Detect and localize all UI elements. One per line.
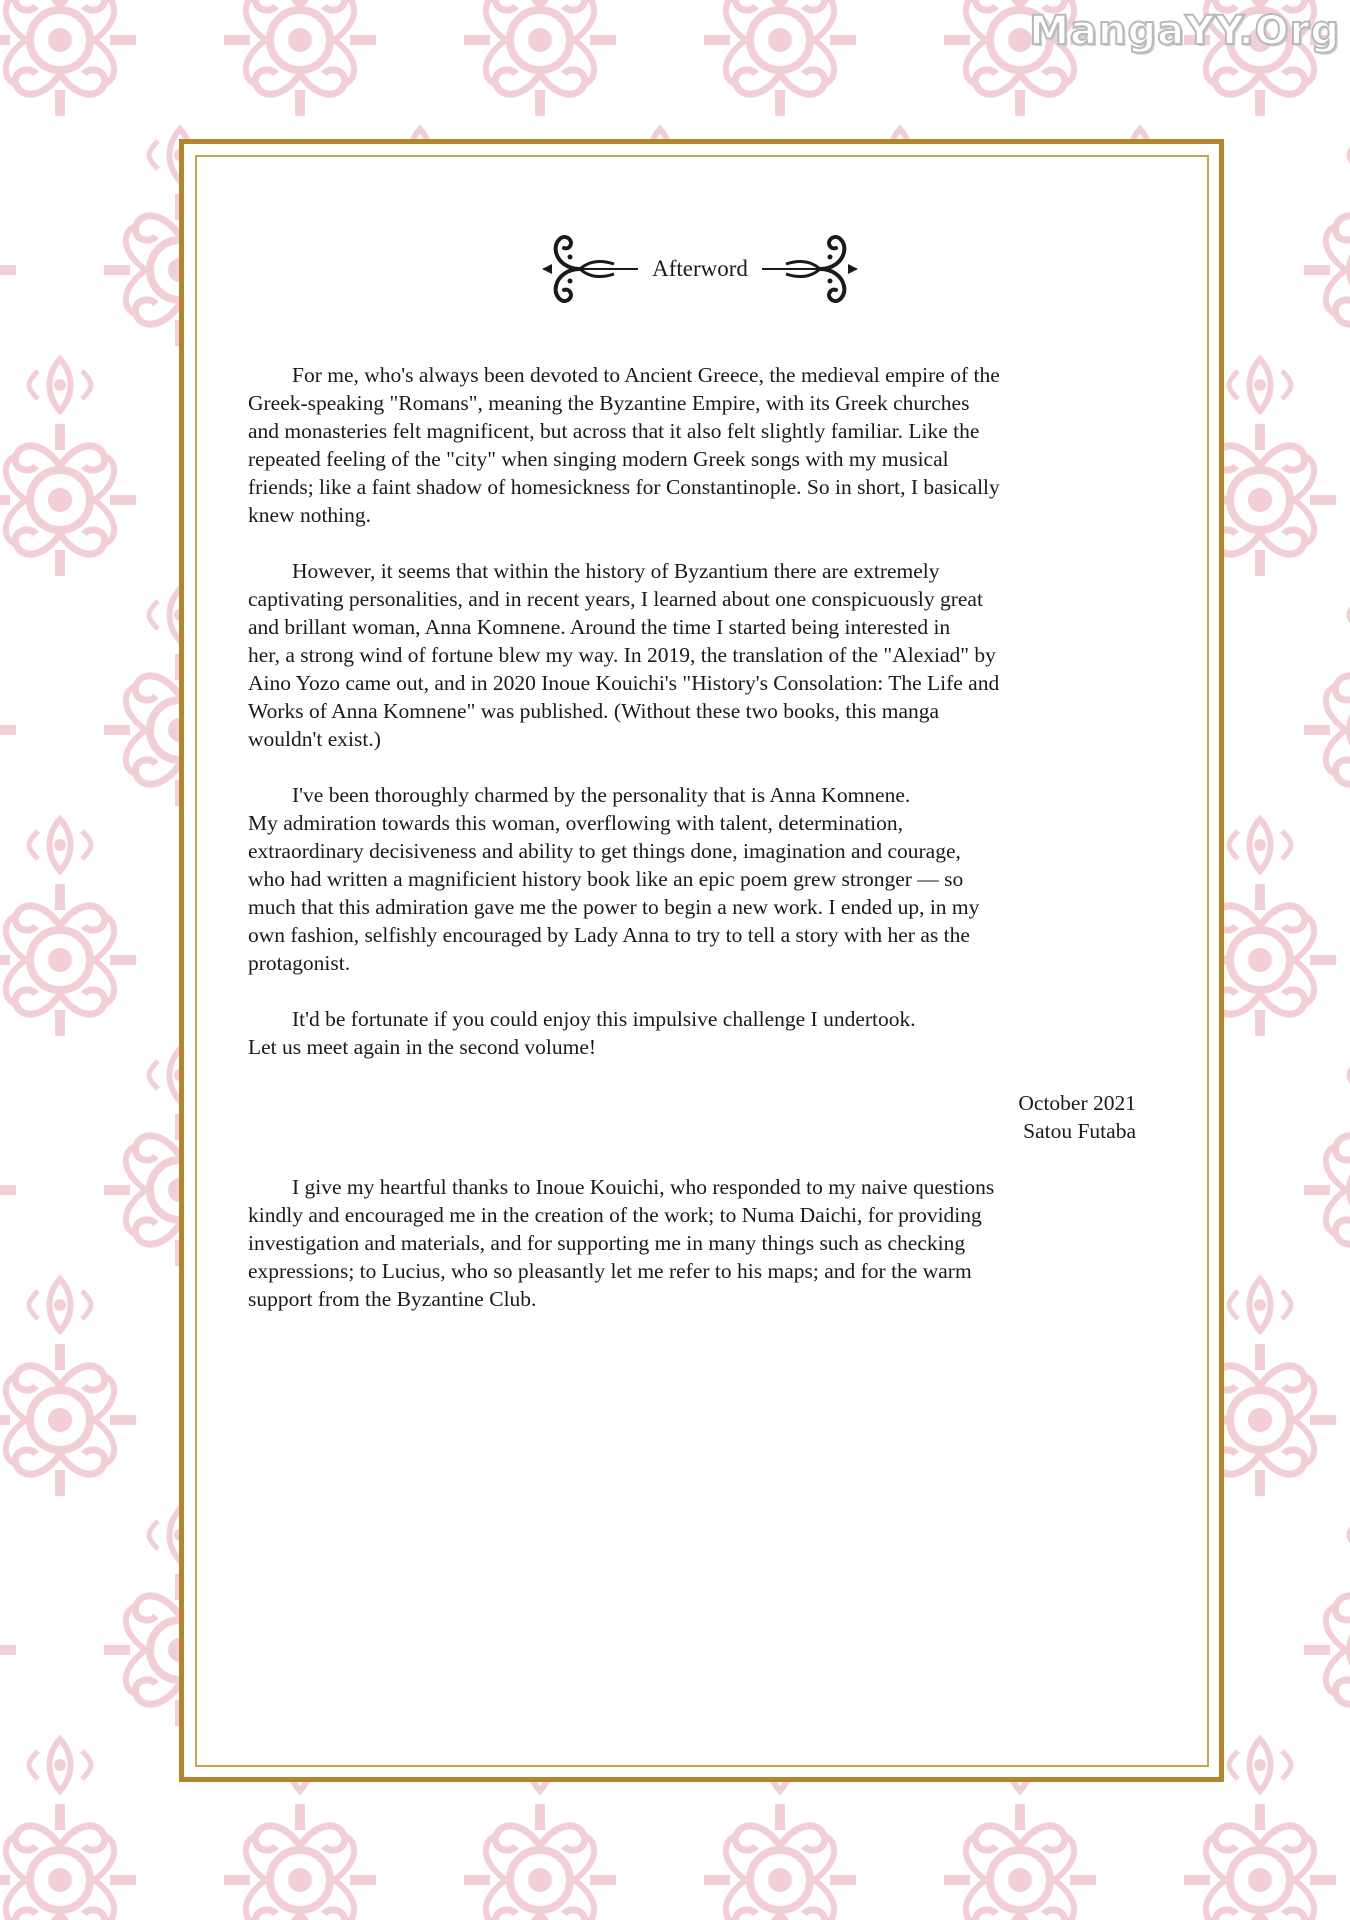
- afterword-heading: [540, 226, 860, 312]
- text-line: and monasteries felt magnificent, but across that it also felt slightly familiar. Like the: [248, 419, 980, 443]
- damask-motif: [0, 0, 136, 116]
- signature-block: [248, 1089, 1136, 1145]
- text-line: expressions; to Lucius, who so pleasantly let me refer to his maps; and for the warm: [248, 1259, 972, 1283]
- text-line: knew nothing.: [248, 503, 372, 527]
- damask-motif: [0, 1574, 16, 1726]
- damask-motif: [464, 1804, 616, 1920]
- damask-motif: [0, 1344, 136, 1496]
- signature-date: October 2021: [1018, 1091, 1136, 1115]
- damask-motif: [704, 0, 856, 116]
- text-line: kindly and encouraged me in the creation of the work; to Numa Daichi, for providing: [248, 1203, 982, 1227]
- paragraph-3: [248, 781, 1136, 977]
- text-line: much that this admiration gave me the power to begin a new work. I ended up, in my: [248, 895, 980, 919]
- damask-motif: [0, 654, 16, 806]
- text-line: extraordinary decisiveness and ability to get things done, imagination and courage,: [248, 839, 961, 863]
- damask-motif: [1304, 1574, 1350, 1726]
- damask-motif: [464, 0, 616, 116]
- text-line: However, it seems that within the history of Byzantium there are extremely: [292, 559, 940, 583]
- text-line: It'd be fortunate if you could enjoy this impulsive challenge I undertook.: [292, 1007, 916, 1031]
- damask-motif: [224, 0, 376, 116]
- damask-motif: [1304, 654, 1350, 806]
- paragraph-1: [248, 361, 1136, 529]
- damask-small-motif: [1229, 1739, 1291, 1791]
- text-line: Greek-speaking "Romans", meaning the Byzantine Empire, with its Greek churches: [248, 391, 970, 415]
- damask-motif: [0, 1804, 136, 1920]
- damask-motif: [0, 884, 136, 1036]
- text-line: Aino Yozo came out, and in 2020 Inoue Kouichi's "History's Consolation: The Life and: [248, 671, 1000, 695]
- text-line: repeated feeling of the "city" when singing modern Greek songs with my musical: [248, 447, 949, 471]
- text-line: own fashion, selfishly encouraged by Lady Anna to try to tell a story with her as the: [248, 923, 970, 947]
- acknowledgements-paragraph: [248, 1173, 1136, 1313]
- damask-small-motif: [1229, 359, 1291, 411]
- text-line: Let us meet again in the second volume!: [248, 1035, 597, 1059]
- damask-small-motif: [29, 1739, 91, 1791]
- text-line: captivating personalities, and in recent years, I learned about one conspicuously great: [248, 587, 983, 611]
- damask-small-motif: [29, 819, 91, 871]
- text-line: I give my heartful thanks to Inoue Kouichi, who responded to my naive questions: [292, 1175, 995, 1199]
- text-line: I've been thoroughly charmed by the personality that is Anna Komnene.: [292, 783, 911, 807]
- text-line: and brillant woman, Anna Komnene. Around the time I started being interested in: [248, 615, 951, 639]
- damask-motif: [1304, 194, 1350, 346]
- damask-motif: [1304, 1114, 1350, 1266]
- text-line: support from the Byzantine Club.: [248, 1287, 537, 1311]
- text-line: investigation and materials, and for supporting me in many things such as checking: [248, 1231, 966, 1255]
- text-line: My admiration towards this woman, overflowing with talent, determination,: [248, 811, 904, 835]
- page-title: Afterword: [652, 256, 748, 281]
- damask-motif: [0, 424, 136, 576]
- damask-motif: [0, 194, 16, 346]
- paragraph-2: [248, 557, 1136, 753]
- damask-small-motif: [29, 359, 91, 411]
- damask-small-motif: [1229, 819, 1291, 871]
- damask-motif: [0, 1114, 16, 1266]
- damask-motif: [944, 1804, 1096, 1920]
- afterword-body: [248, 361, 1136, 1341]
- damask-small-motif: [29, 1279, 91, 1331]
- signature-author: Satou Futaba: [1023, 1119, 1136, 1143]
- damask-motif: [1184, 1804, 1336, 1920]
- damask-motif: [224, 1804, 376, 1920]
- paragraph-4: [248, 1005, 1136, 1061]
- text-line: her, a strong wind of fortune blew my way. In 2019, the translation of the "Alexiad" by: [248, 643, 996, 667]
- text-line: friends; like a faint shadow of homesickness for Constantinople. So in short, I basically: [248, 475, 1000, 499]
- text-line: For me, who's always been devoted to Ancient Greece, the medieval empire of the: [292, 363, 1000, 387]
- text-line: wouldn't exist.): [248, 727, 381, 751]
- damask-motif: [704, 1804, 856, 1920]
- left-flourish-icon: [540, 226, 640, 312]
- watermark-text: MangaYY.Org: [1029, 8, 1340, 54]
- text-line: Works of Anna Komnene" was published. (Without these two books, this manga: [248, 699, 940, 723]
- text-line: protagonist.: [248, 951, 351, 975]
- right-flourish-icon: [760, 226, 860, 312]
- damask-small-motif: [1229, 1279, 1291, 1331]
- text-line: who had written a magnificient history book like an epic poem grew stronger — so: [248, 867, 964, 891]
